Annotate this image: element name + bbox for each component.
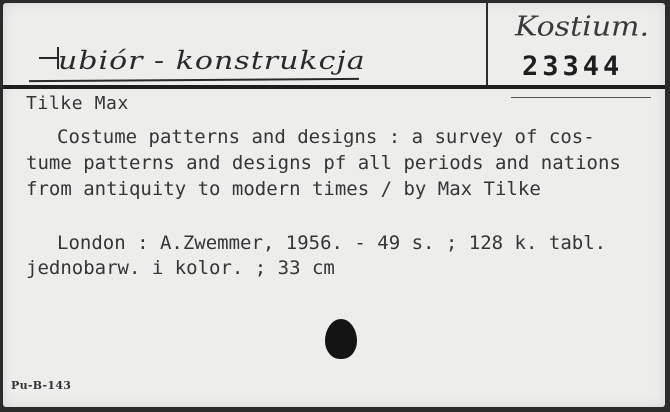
publication-line-2: jednobarw. i kolor. ; 33 cm [26,257,335,279]
header-divider-vertical [486,3,488,89]
title-line-2: tume patterns and designs pf all periods and nations [26,152,621,174]
punch-hole [325,319,357,359]
title-line-1: Costume patterns and designs : a survey of cos- [57,126,595,148]
publication-line-1: London : A.Zwemmer, 1956. - 49 s. ; 128 k. tabl. [57,232,607,254]
call-number-underline [511,97,651,98]
print-code: Pu-B-143 [11,379,72,392]
header-rule [3,85,665,89]
author: Tilke Max [26,93,129,114]
title-line-3: from antiquity to modern times / by Max Tilke [26,178,541,200]
subject-heading: ubiór - konstrukcja [58,46,366,76]
subject-heading-underline [29,78,359,82]
catalog-card [3,3,665,407]
heading-mark-stroke [39,57,59,59]
section-label: Kostium. [515,11,650,43]
call-number: 23344 [522,51,624,82]
